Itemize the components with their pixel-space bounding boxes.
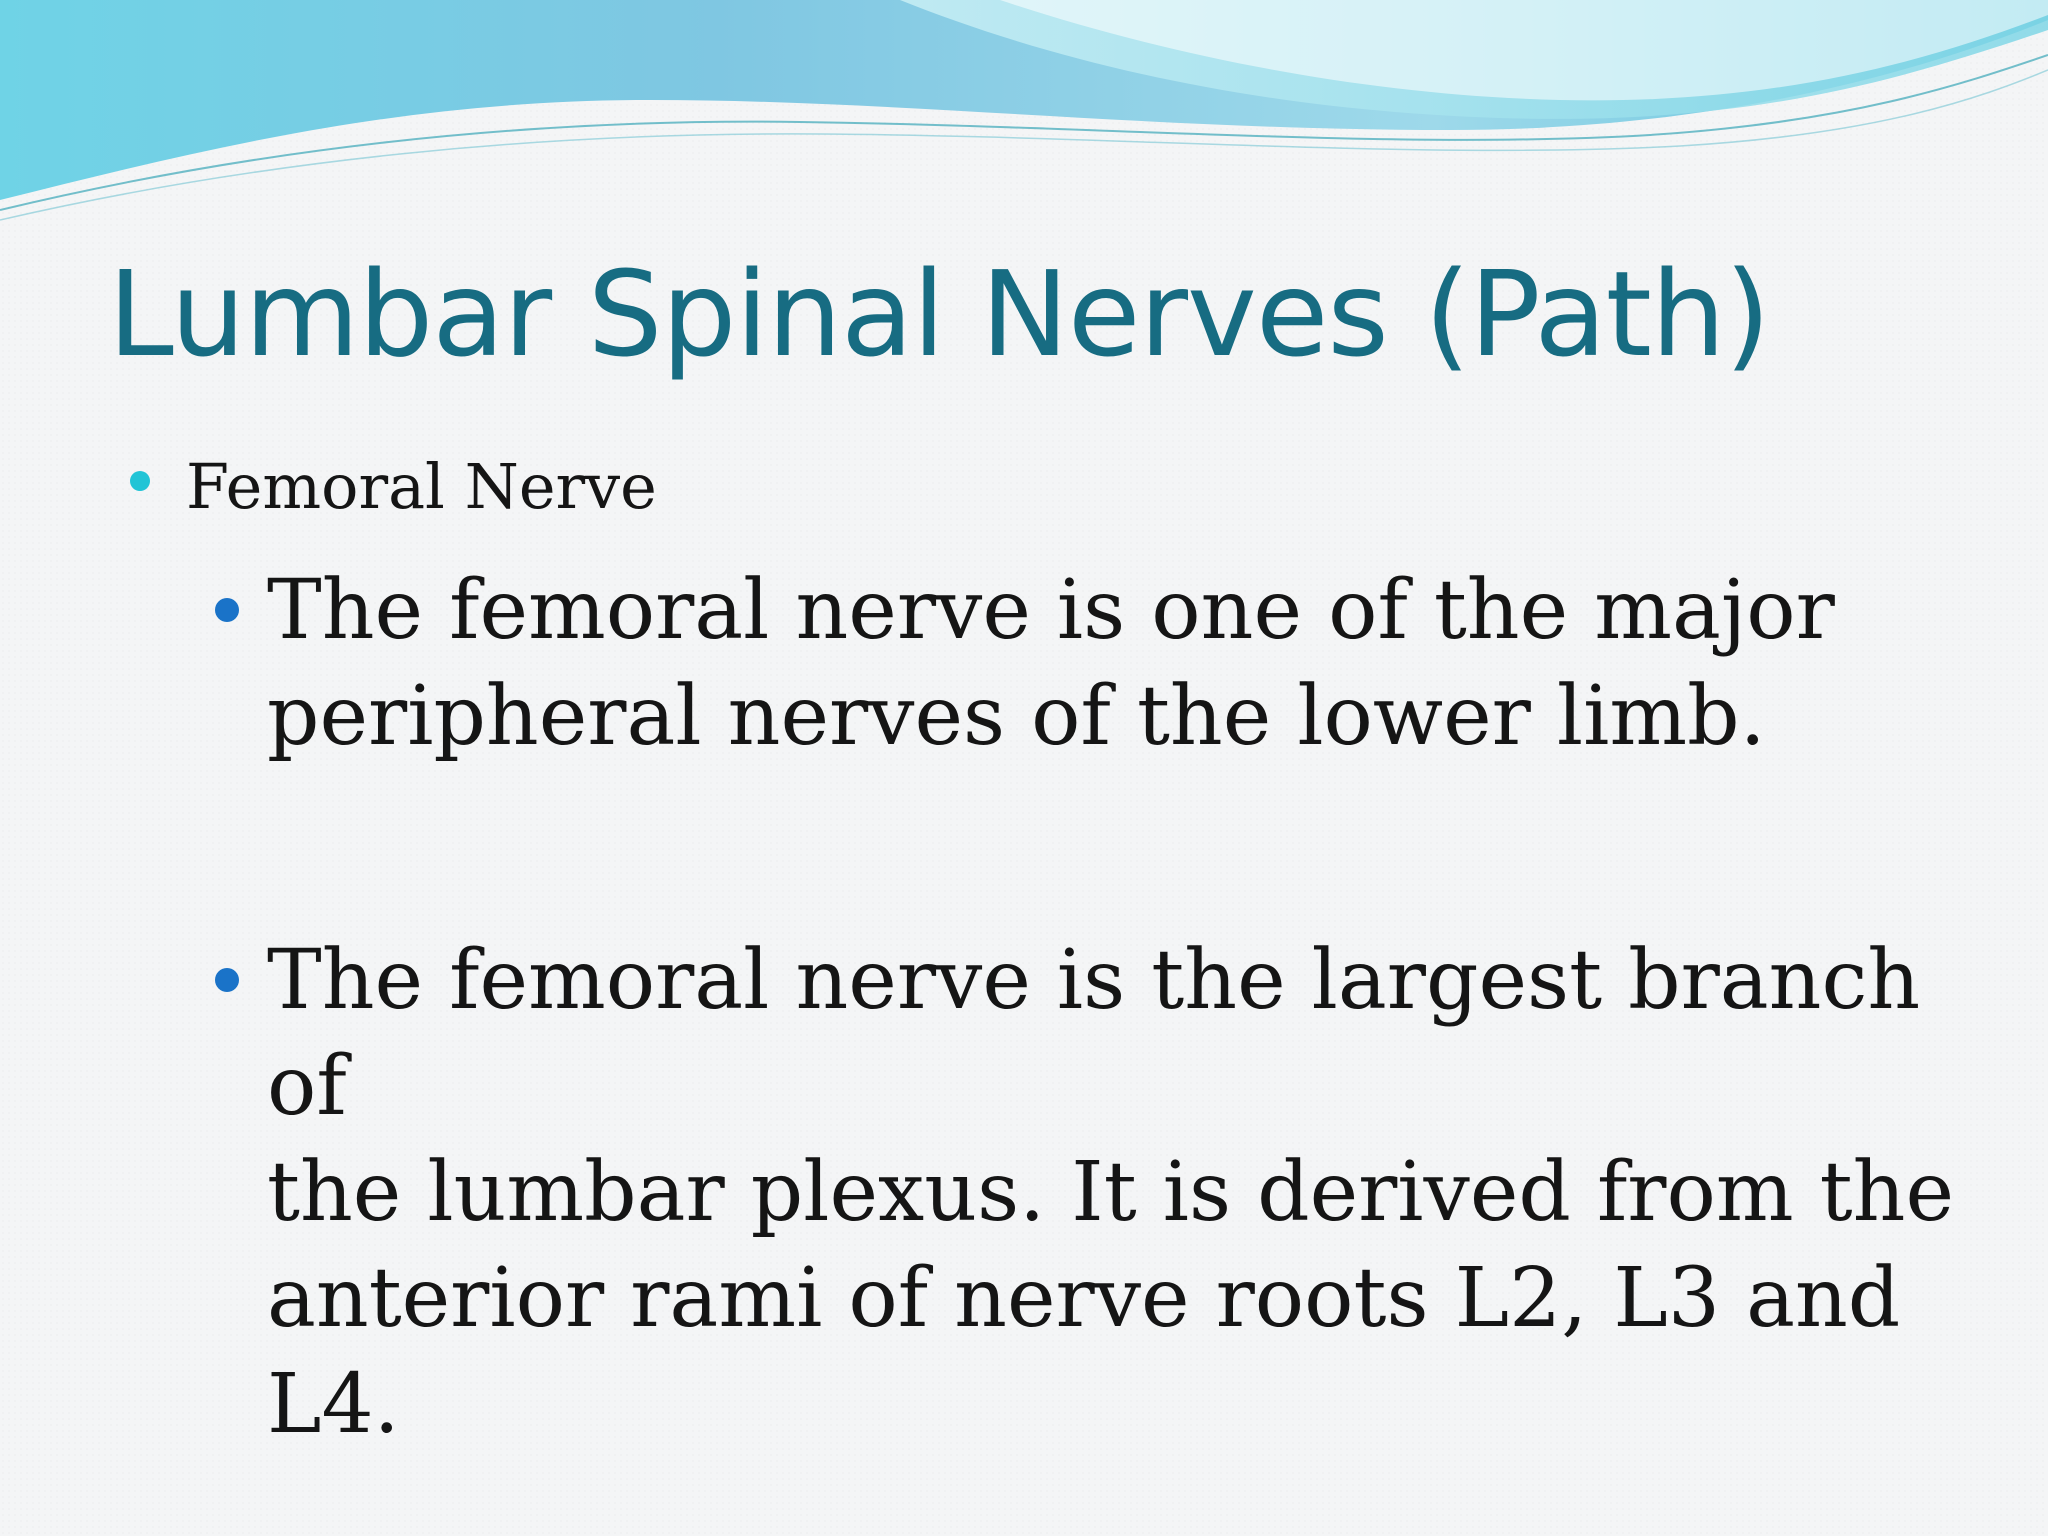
bullet-text: The femoral nerve is the largest branch of the lumbar plexus. It is derived from the anterior rami of nerve roots L2, L3 and L4. (267, 933, 1954, 1452)
bullet-item-level2 (215, 558, 2015, 770)
bullet-item-level2 (215, 928, 2015, 1458)
bullet-dot-icon (130, 471, 150, 491)
bullet-dot-icon (215, 968, 239, 992)
bullet-item-level1 (130, 450, 657, 523)
bullet-text: Femoral Nerve (186, 450, 657, 523)
bullet-dot-icon (215, 598, 239, 622)
slide-title: Lumbar Spinal Nerves (Path) (108, 245, 1770, 383)
bullet-text: The femoral nerve is one of the major peripheral nerves of the lower limb. (267, 563, 1835, 764)
